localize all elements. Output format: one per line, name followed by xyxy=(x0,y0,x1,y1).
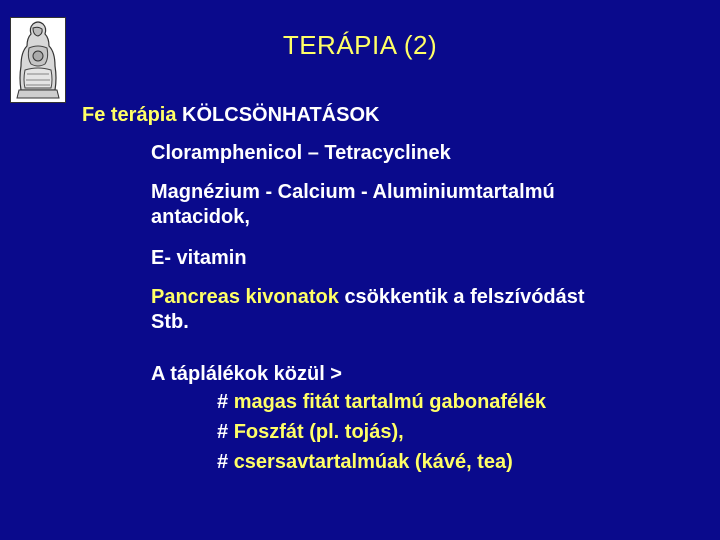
heading-topic: Fe terápia xyxy=(82,104,183,126)
item-text-line2: Stb. xyxy=(151,311,189,333)
list-item xyxy=(151,362,342,387)
list-item xyxy=(151,246,247,271)
sub-item-text: Foszfát (pl. tojás), xyxy=(233,421,404,443)
item-text: Cloramphenicol – Tetracyclinek xyxy=(151,142,451,164)
list-item xyxy=(151,180,555,230)
item-text: E- vitamin xyxy=(151,247,247,269)
list-item xyxy=(151,141,451,166)
item-text-subject: Pancreas kivonatok xyxy=(151,286,345,308)
hash-marker: # xyxy=(217,391,234,413)
hash-marker: # xyxy=(217,421,234,443)
hash-marker: # xyxy=(217,451,234,473)
sub-list-item xyxy=(217,391,546,414)
heading-keyword: KÖLCSÖNHATÁSOK xyxy=(182,104,380,126)
sub-item-text: csersavtartalmúak (kávé, tea) xyxy=(233,451,513,473)
slide-title: TERÁPIA (2) xyxy=(282,30,438,60)
item-text: A táplálékok közül > xyxy=(151,363,342,385)
sub-list-item xyxy=(217,451,513,474)
sub-list-item xyxy=(217,421,404,444)
item-text-line1: Magnézium - Calcium - Aluminiumtartalmú xyxy=(151,181,555,203)
interactions-heading xyxy=(82,104,379,127)
item-text-line2: antacidok, xyxy=(151,206,250,228)
list-item xyxy=(151,285,585,335)
item-text-effect: csökkentik a felszívódást xyxy=(344,286,585,308)
sub-item-text: magas fitát tartalmú gabonafélék xyxy=(233,391,546,413)
